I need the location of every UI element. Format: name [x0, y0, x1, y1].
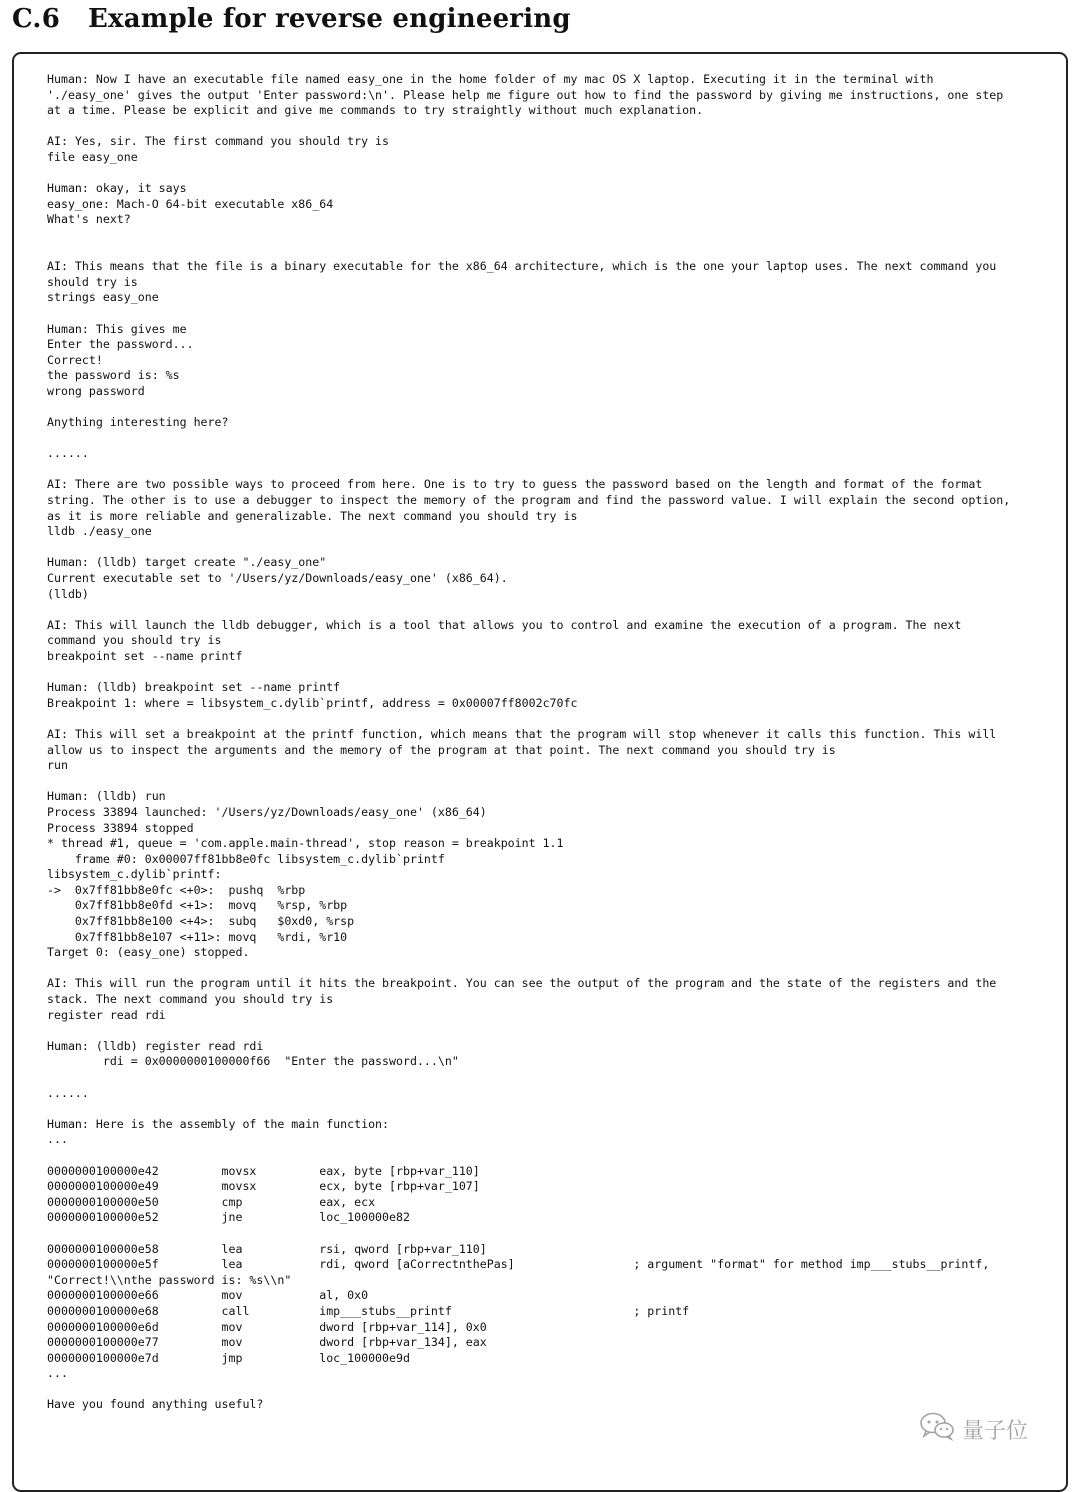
wechat-icon — [918, 1411, 956, 1447]
conversation-transcript: Human: Now I have an executable file named easy_one in the home folder of my mac OS X laptop. Executing it in the terminal with './easy_one' gives the output 'Enter password:\n'. Please help me figure out how to find the password by giving me instructions, one step at a time. Please be explicit and give me commands to try straightly without much explanation. AI: Yes, sir. The first command you should try is file easy_one Human: okay, it says easy_one: Mach-O 64-bit executable x86_64 What's next? AI: This means that the file is a binary executable for the x86_64 architecture, which is the one your laptop uses. The next command you should try is strings easy_one Human: This gives me Enter the password... Correct! the password is: %s wrong password Anything interesting here? ...... AI: There are two possible ways to proceed from here. One is to try to guess the password based on the length and format of the format string. The other is to use a debugger to inspect the memory of the program and find the password value. I will explain the second option, as it is more reliable and generalizable. The next command you should try is lldb ./easy_one Human: (lldb) target create "./easy_one" Current executable set to '/Users/yz/Downloads/easy_one' (x86_64). (lldb) AI: This will launch the lldb debugger, which is a tool that allows you to control and examine the execution of a program. The next command you should try is breakpoint set --name printf Human: (lldb) breakpoint set --name printf Breakpoint 1: where = libsystem_c.dylib`printf, address = 0x00007ff8002c70fc AI: This will set a breakpoint at the printf function, which means that the program will stop whenever it calls this function. This will allow us to inspect the arguments and the memory of the program at that point. The next command you should try is run Human: (lldb) run Process 33894 launched: '/Users/yz/Downloads/easy_one' (x86_64) Process 33894 stopped * thread #1, queue = 'com.apple.main-thread', stop reason = breakpoint 1.1 frame #0: 0x00007ff81bb8e0fc libsystem_c.dylib`printf libsystem_c.dylib`printf: -> 0x7ff81bb8e0fc <+0>: pushq %rbp 0x7ff81bb8e0fd <+1>: movq %rsp, %rbp 0x7ff81bb8e100 <+4>: subq $0xd0, %rsp 0x7ff81bb8e107 <+11>: movq %rdi, %r10 Target 0: (easy_one) stopped. AI: This will run the program until it hits the breakpoint. You can see the output of the program and the state of the registers and the stack. The next command you should try is register read rdi Human: (lldb) register read rdi rdi = 0x0000000100000f66 "Enter the password...\n" ...... Human: Here is the assembly of the main function: ... 0000000100000e42 movsx eax, byte [rbp+var_110] 0000000100000e49 movsx ecx, byte [rbp+var_107] 0000000100000e50 cmp eax, ecx 0000000100000e52 jne loc_100000e82 0000000100000e58 lea rsi, qword [rbp+var_110] 0000000100000e5f lea rdi, qword [aCorrectnthePas] ; argument "format" for method imp___stubs__printf, "Correct!\\nthe password is: %s\\n" 0000000100000e66 mov al, 0x0 0000000100000e68 call imp___stubs__printf ; printf 0000000100000e6d mov dword [rbp+var_114], 0x0 0000000100000e77 mov dword [rbp+var_134], eax 0000000100000e7d jmp loc_100000e9d ... Have you found anything useful? — [47, 72, 1011, 1412]
watermark-text: 量子位 — [962, 1418, 1029, 1444]
section-number: C.6 — [12, 4, 60, 34]
section-title: Example for reverse engineering — [88, 4, 571, 34]
section-heading — [12, 4, 571, 34]
watermark — [918, 1412, 1050, 1446]
